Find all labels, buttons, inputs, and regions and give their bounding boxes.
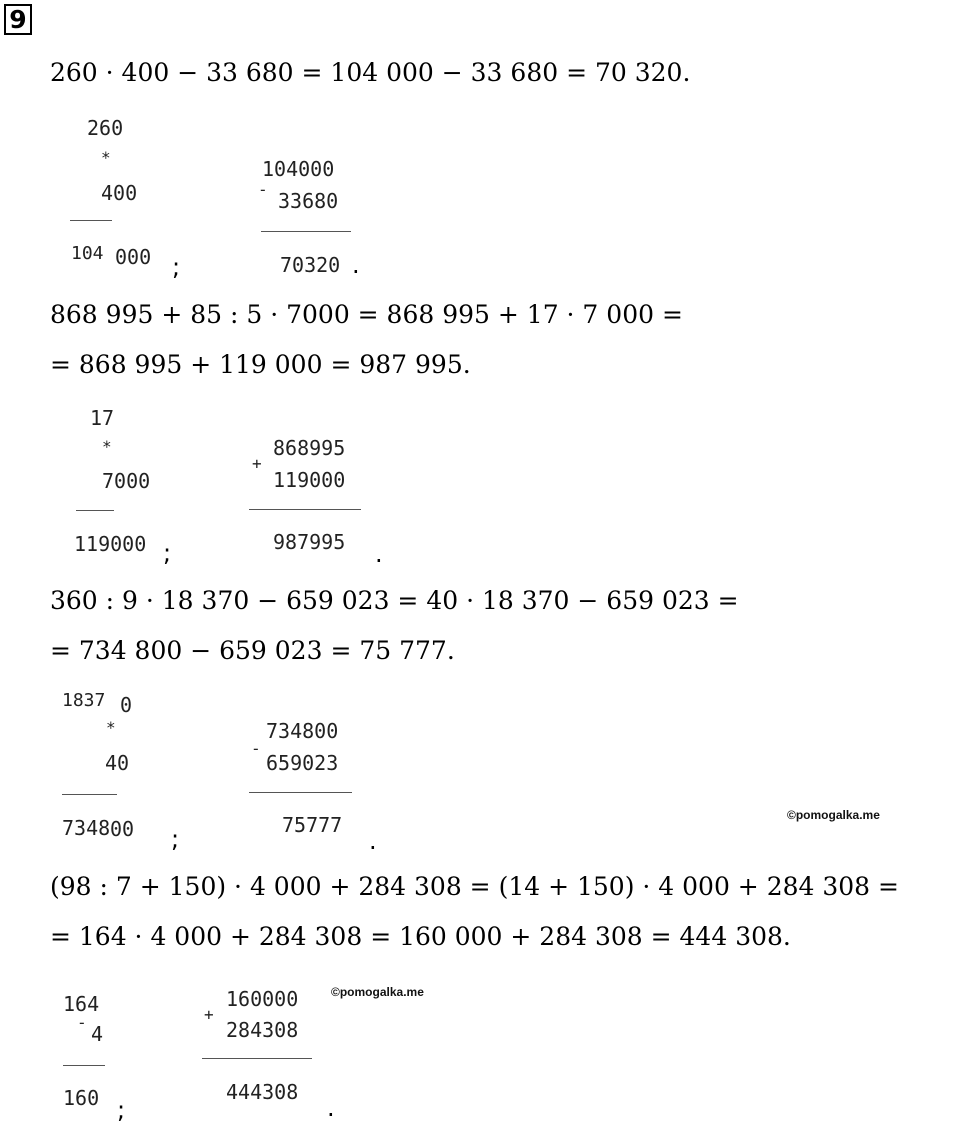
watermark-center: ©pomogalka.me [331,985,424,999]
watermark-right: ©pomogalka.me [787,808,880,822]
col8-end-dot: . [327,1094,335,1122]
col2-result: 70320 [280,253,341,277]
col3-operand-b: 7000 [102,469,151,493]
col5-rule [62,794,117,795]
equation-4: 360 : 9 · 18 370 − 659 023 = 40 · 18 370 − 659 023 = [50,586,739,615]
col8-rule [202,1058,312,1059]
col5-result-tail: 00 [110,817,135,841]
col5-operator: * [106,718,116,737]
col2-operand-a: 104000 [262,157,335,181]
col8-operand-a: 160000 [226,987,299,1011]
col3-separator: ; [163,539,172,567]
col1-operator: * [101,148,111,167]
col3-operand-a: 17 [90,406,115,430]
col2-operand-b: 33680 [278,189,339,213]
col5-separator: ; [171,825,180,853]
equation-2: 868 995 + 85 : 5 · 7000 = 868 995 + 17 · 7 000 = [50,300,683,329]
col5-operand-a-tail: 0 [120,693,133,717]
col4-operator: + [252,454,262,473]
col3-result: 119000 [74,532,147,556]
col7-operator: - [77,1013,87,1032]
col1-operand-b: 400 [101,181,138,205]
col6-end-dot: . [369,827,377,855]
col7-operand-b: 4 [91,1022,104,1046]
equation-1: 260 · 400 − 33 680 = 104 000 − 33 680 = 70 320. [50,58,691,87]
col4-rule [249,509,361,510]
col1-operand-a: 260 [87,116,124,140]
equation-3: = 868 995 + 119 000 = 987 995. [50,350,471,379]
col6-operand-a: 734800 [266,719,339,743]
col3-operator: * [102,437,112,456]
col1-result-main: 104 [71,243,104,264]
col1-rule [70,220,112,221]
col2-operator: - [258,180,268,199]
col5-operand-a-main: 1837 [62,690,106,711]
col7-operand-a: 164 [63,992,100,1016]
col6-operand-b: 659023 [266,751,339,775]
equation-7: = 164 · 4 000 + 284 308 = 160 000 + 284 308 = 444 308. [50,922,791,951]
col8-operator: + [204,1005,214,1024]
col1-separator: ; [172,253,181,281]
col6-result: 75777 [282,813,343,837]
col2-end-dot: . [352,251,360,279]
col8-operand-b: 284308 [226,1018,299,1042]
col7-rule [63,1065,105,1066]
equation-6: (98 : 7 + 150) · 4 000 + 284 308 = (14 + 150) · 4 000 + 284 308 = [50,872,899,901]
col7-separator: ; [117,1096,126,1124]
col7-result: 160 [63,1086,100,1110]
equation-5: = 734 800 − 659 023 = 75 777. [50,636,455,665]
col5-operand-b: 40 [105,751,130,775]
col6-rule [249,792,352,793]
col3-rule [76,510,114,511]
col4-operand-b: 119000 [273,468,346,492]
col2-rule [261,231,351,232]
col1-result-tail: 000 [115,245,152,269]
col4-end-dot: . [375,540,383,568]
col8-result: 444308 [226,1080,299,1104]
col5-result-main: 7348 [62,816,111,840]
task-number: 9 [4,4,32,35]
col4-operand-a: 868995 [273,436,346,460]
col6-operator: - [251,739,261,758]
col4-result: 987995 [273,530,346,554]
